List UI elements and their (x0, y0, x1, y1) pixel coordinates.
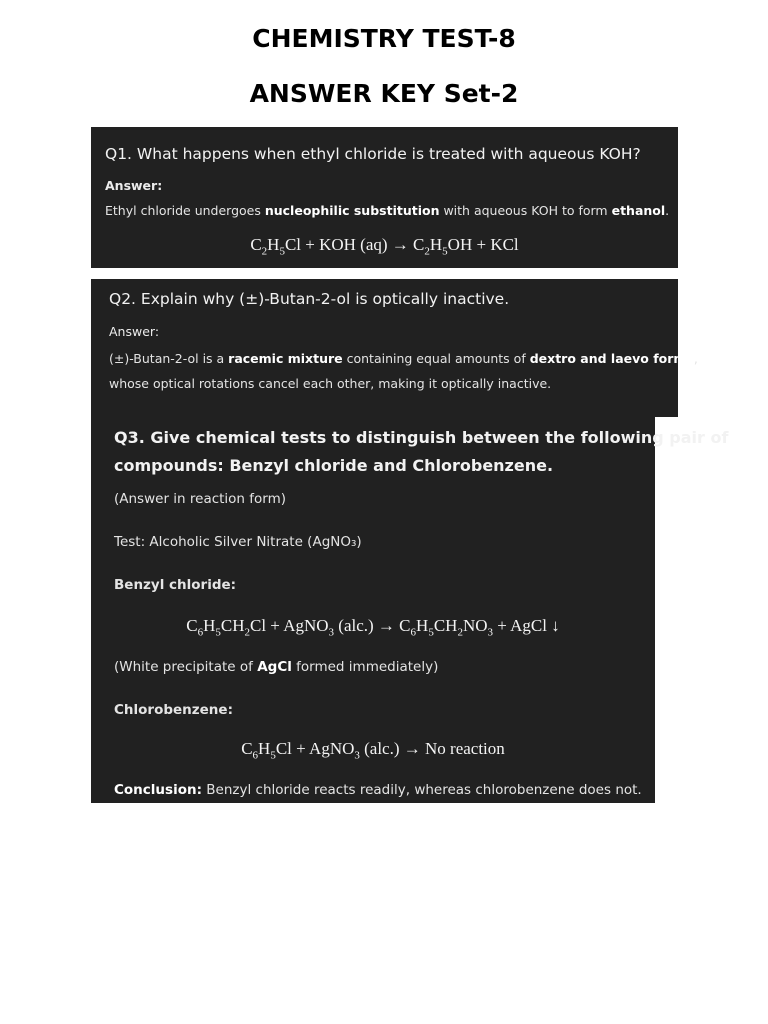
conclusion: Conclusion: Benzyl chloride reacts readily, whereas chlorobenzene does not. (114, 782, 642, 798)
question-3-note: (Answer in reaction form) (114, 491, 287, 507)
benzyl-chloride-equation: $C_6H_5CH_2Cl$ + AgNO$_3$ $(alc.) \to C_6H_5CH_2NO_3$ + AgCl ↓ (186, 616, 560, 639)
benzyl-chloride-label: Benzyl chloride: (114, 577, 237, 593)
question-2-text: Q2. Explain why (±)-Butan-2-ol is optically inactive. (109, 290, 510, 308)
page-subtitle: ANSWER KEY Set-2 (249, 79, 519, 108)
question-1-answer-text: Ethyl chloride undergoes nucleophilic substitution with aqueous KOH to form ethanol. (105, 203, 670, 218)
question-1-text: Q1. What happens when ethyl chloride is treated with aqueous KOH? (105, 145, 641, 163)
question-3-card (91, 417, 729, 803)
question-1-equation: $C_2H_5Cl$ + KOH $(aq) \to C_2H_5OH$ + KCl (250, 235, 519, 258)
question-2-answer-line-2: whose optical rotations cancel each other, making it optically inactive. (109, 376, 552, 391)
question-3-text-line-1: Q3. Give chemical tests to distinguish between the following pair of (114, 428, 729, 447)
question-3-text-line-2: compounds: Benzyl chloride and Chlorobenzene. (114, 456, 554, 475)
question-2-answer-label: Answer: (109, 324, 160, 339)
question-3-test: Test: Alcoholic Silver Nitrate (AgNO₃) (114, 534, 362, 550)
precipitate-note: (White precipitate of AgCl formed immediately) (114, 659, 439, 675)
chlorobenzene-label: Chlorobenzene: (114, 702, 233, 718)
question-1-answer-label: Answer: (105, 178, 163, 193)
question-1-card (91, 127, 678, 268)
question-2-card (91, 279, 698, 417)
chlorobenzene-equation: $C_6H_5Cl$ + AgNO$_3$ (alc.) → No reaction (241, 739, 505, 762)
question-2-answer-line-1: (±)-Butan-2-ol is a racemic mixture containing equal amounts of dextro and laevo forms, (109, 351, 698, 366)
page-title: CHEMISTRY TEST-8 (252, 24, 516, 53)
